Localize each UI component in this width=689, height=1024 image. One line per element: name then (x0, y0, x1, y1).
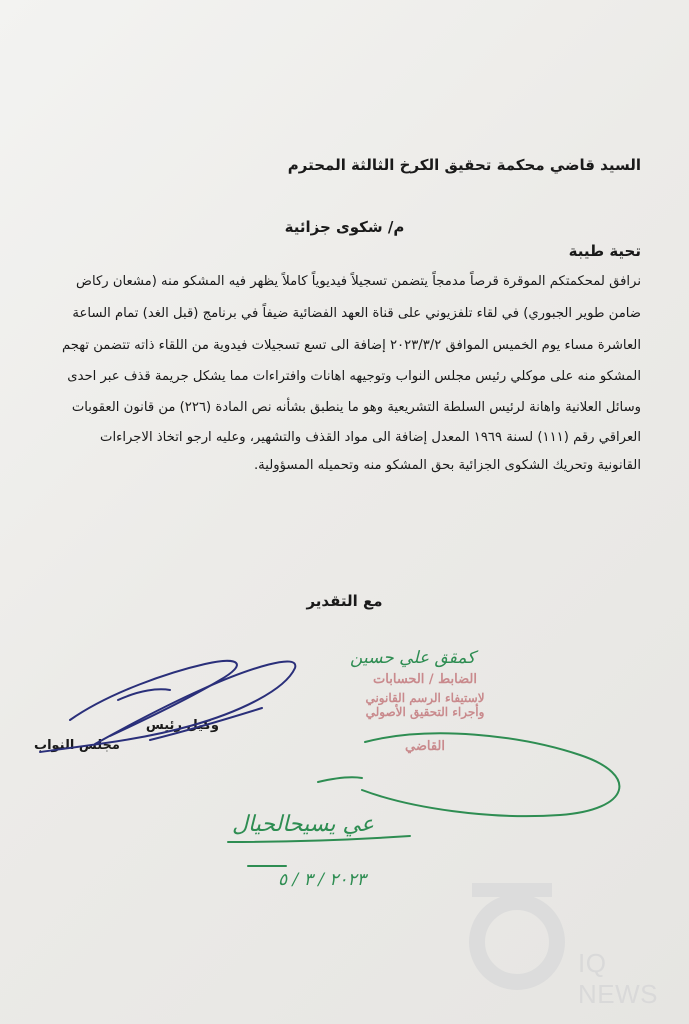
body-line: المشكو منه على موكلي رئيس مجلس النواب وتوجيهه اهانات وافتراءات مما يشكل جريمة قذف عبر احدى (67, 369, 641, 384)
addressee-line: السيد قاضي محكمة تحقيق الكرخ الثالثة المحترم (287, 156, 641, 174)
greeting-line: تحية طيبة (568, 242, 641, 260)
body-line: العاشرة مساء يوم الخميس الموافق ٢٠٢٣/٣/٢ إضافة الى تسع تسجيلات فيدوية من اللقاء ذاته تتضمن تهجم (62, 338, 641, 353)
stamp-line: وأجراء التحقيق الأصولي (365, 705, 485, 719)
handwritten-date: ٢٠٢٣ / ٣ / ٥ (278, 870, 366, 890)
subject-line: م/ شكوى جزائية (284, 218, 405, 236)
stamp-line: لاستيفاء الرسم القانوني (365, 691, 485, 705)
signatory-title: مجلس النواب (34, 738, 120, 753)
handwritten-signature: عي يسيحالحيال (232, 812, 374, 837)
body-line: العراقي رقم (١١١) لسنة ١٩٦٩ المعدل إضافة الى مواد القذف والتشهير، وعليه ارجو اتخاذ الاجراءات (100, 430, 641, 445)
watermark-text: IQ NEWS (578, 948, 658, 1009)
signatory-label: وكيل رئيس (145, 718, 219, 733)
body-line: وسائل العلانية واهانة لرئيس السلطة التشريعية وهو ما ينطبق بشأنه نص المادة (٢٢٦) من قانون العقوبات (71, 400, 641, 415)
body-line: القانونية وتحريك الشكوى الجزائية بحق المشكو منه وتحميله المسؤولية. (253, 458, 641, 473)
closing-line: مع التقدير (306, 592, 383, 610)
official-stamp (330, 672, 520, 754)
stamp-line: القاضي (405, 739, 445, 754)
blue-signature (40, 661, 295, 752)
body-line: ضامن طوير الجبوري) في لقاء تلفزيوني على قناة العهد الفضائية ضيفاً في برنامج (قبل الغد) تمام الساعة (72, 306, 641, 321)
handwritten-name: كمقق علي حسين (350, 648, 476, 668)
stamp-line: الضابط / الحسابات (373, 672, 477, 687)
body-line: نرافق لمحكمتكم الموقرة قرصاً مدمجاً يتضمن تسجيلاً فيديوياً كاملاً يظهر فيه المشكو منه (مشعان ركاض (76, 274, 641, 289)
